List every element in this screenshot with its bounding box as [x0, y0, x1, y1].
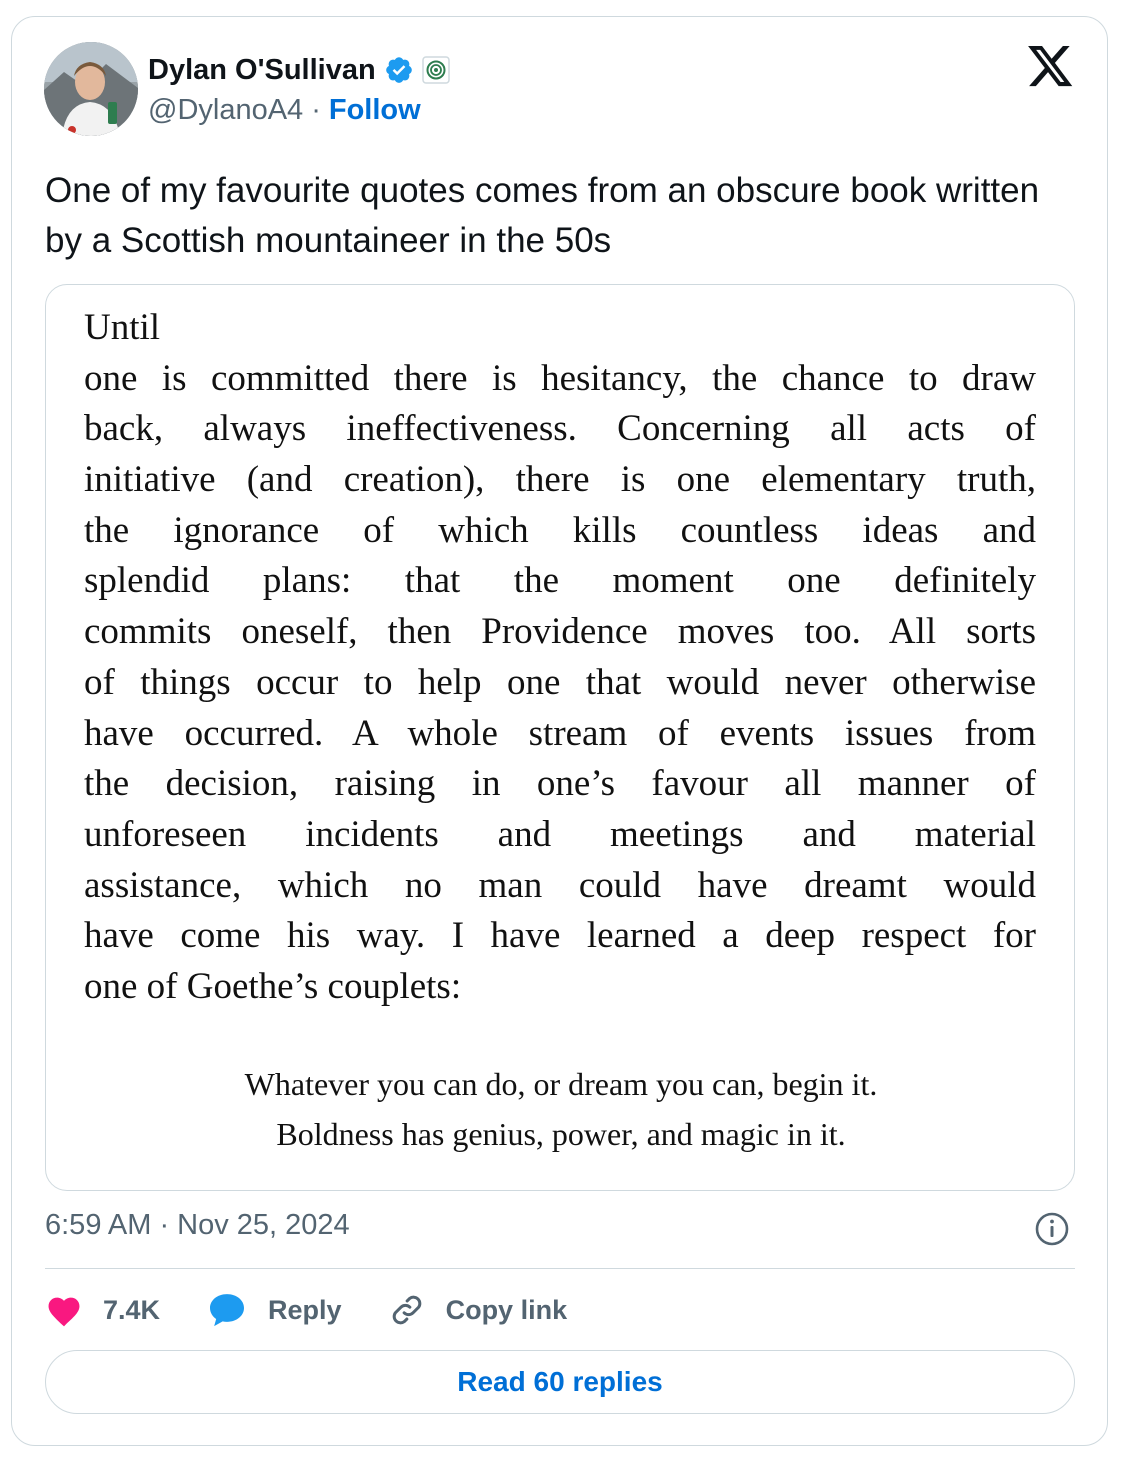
couplet-line-1: Whatever you can do, or dream you can, begin it.: [244, 1066, 878, 1102]
author-handle[interactable]: @DylanoA4: [148, 94, 304, 126]
reply-button[interactable]: [206, 1290, 342, 1330]
book-line: assistance, which no man could have dreamt would: [84, 864, 1036, 906]
quote-image[interactable]: [45, 284, 1075, 1191]
avatar-photo: [44, 42, 138, 136]
book-line: one is committed there is hesitancy, the chance to draw: [84, 357, 1036, 399]
book-line: the decision, raising in one’s favour all manner of: [84, 763, 1036, 805]
tweet-text: One of my favourite quotes comes from an obscure book written by a Scottish mountaineer in the 50s: [45, 171, 1040, 260]
book-line: back, always ineffectiveness. Concerning all acts of: [84, 408, 1036, 450]
book-line: one of Goethe’s couplets:: [84, 965, 462, 1007]
book-line: unforeseen incidents and meetings and material: [84, 813, 1036, 855]
author-handle-row: [148, 94, 421, 127]
book-line: have occurred. A whole stream of events issues from: [84, 712, 1036, 754]
book-line: initiative (and creation), there is one elementary truth,: [84, 459, 1036, 501]
book-line: splendid plans: that the moment one definitely: [84, 560, 1036, 602]
book-line: have come his way. I have learned a deep respect for: [84, 915, 1036, 957]
tweet-timestamp[interactable]: 6:59 AM · Nov 25, 2024: [45, 1209, 350, 1241]
x-logo-icon[interactable]: [1028, 46, 1074, 88]
copy-link-label: Copy link: [445, 1294, 568, 1325]
affiliation-badge-icon[interactable]: [422, 56, 450, 84]
follow-button[interactable]: Follow: [328, 94, 421, 126]
divider: [45, 1268, 1075, 1269]
book-line: of things occur to help one that would never otherwise: [84, 661, 1036, 703]
author-name[interactable]: Dylan O'Sullivan: [148, 53, 376, 86]
reply-bubble-icon: [206, 1290, 248, 1330]
author-name-row: [148, 50, 450, 90]
info-icon[interactable]: [1034, 1211, 1070, 1247]
book-line: commits oneself, then Providence moves too. All sorts: [84, 611, 1036, 653]
verified-badge-icon: [384, 55, 414, 85]
heart-icon: [45, 1293, 83, 1327]
book-line: the ignorance of which kills countless ideas and: [84, 509, 1036, 551]
read-replies-button[interactable]: Read 60 replies: [45, 1350, 1075, 1414]
like-count: 7.4K: [103, 1294, 161, 1325]
reply-label: Reply: [268, 1294, 342, 1325]
avatar[interactable]: [44, 42, 138, 136]
like-button[interactable]: [45, 1293, 160, 1327]
handle-separator: ·: [311, 94, 321, 126]
link-icon: [388, 1291, 426, 1329]
couplet-line-2: Boldness has genius, power, and magic in it.: [276, 1116, 846, 1152]
copy-link-button[interactable]: [388, 1291, 568, 1329]
book-excerpt: [84, 303, 1036, 1013]
action-bar: [45, 1288, 613, 1332]
book-line: Until: [84, 307, 161, 348]
